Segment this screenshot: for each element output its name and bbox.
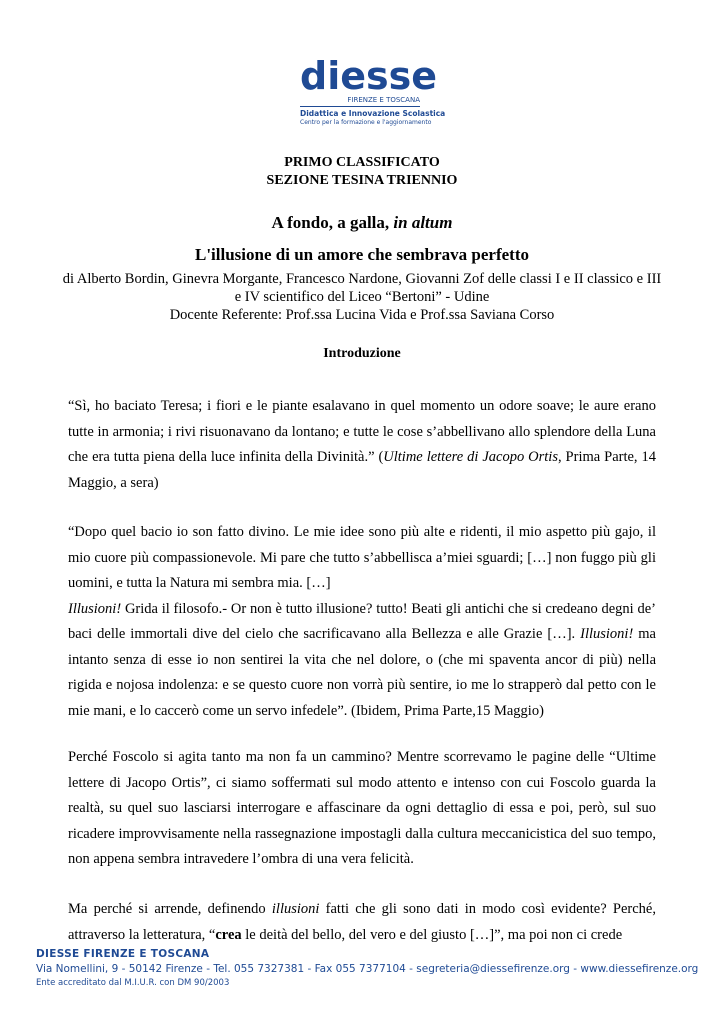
diesse-logo xyxy=(300,54,446,127)
question-text-1: Ma perché si arrende, definendo xyxy=(68,901,272,917)
question-text-2: fatti che gli sono dati in modo così evidente? Perché, attraverso la letteratura, “ xyxy=(68,901,656,943)
quote-2-illusioni-1: Illusioni! xyxy=(68,600,122,617)
quote-1-citation: Ultime lettere di Jacopo Ortis xyxy=(383,449,558,465)
page-footer xyxy=(36,947,699,989)
question-illusioni: illusioni xyxy=(271,901,320,917)
logo-divider xyxy=(300,106,420,107)
referent-line: Docente Referente: Prof.ssa Lucina Vida e Prof.ssa Saviana Corso xyxy=(169,307,555,323)
logo-region: FIRENZE E TOSCANA xyxy=(347,96,420,104)
quote-1-text: “Sì, ho baciato Teresa; i fiori e le piante esalavano in quel momento un odore soave; le aure erano tutte in armonia; i rivi risuonavano da lontano; e tutte le cose s’abbellivano allo splendore della Luna che era tutta piena della luce infinita della Divinità.” ( xyxy=(68,398,656,465)
paragraph-quote-1 xyxy=(68,394,656,496)
document-title xyxy=(0,212,724,234)
question-text-3: le deità del bello, del vero e del giusto […]”, ma poi non ci crede xyxy=(241,926,623,943)
paragraph-question xyxy=(68,897,656,948)
logo-wordmark: diesse xyxy=(300,54,438,98)
award-line-2: SEZIONE TESINA TRIENNIO xyxy=(266,173,458,188)
logo-tagline: Didattica e Innovazione Scolastica xyxy=(300,109,446,118)
quote-2-text-1: “Dopo quel bacio io son fatto divino. Le mie idee sono più alte e ridenti, il mio aspetto più gajo, il mio cuore più compassionevole. Mi pare che tutto s’abbellisca a’miei sguardi; […] non fuggo più gli uomini, e tutta la Natura mi sembra mia. […] xyxy=(68,524,656,591)
title-italic: in altum xyxy=(393,213,453,232)
quote-2-text-3: ma intanto senza di esse io non sentirei la vita che nel dolore, o (che mi spaventa ancor di più) nella rigida e nojosa indolenza: e se questo cuore non vorrà più sentire, io me lo strapperò dal petto con le mie mani, e lo caccerò come un servo infedele”. (Ibidem, Prima Parte,15 Maggio) xyxy=(68,626,656,719)
section-heading-introduzione: Introduzione xyxy=(323,346,401,361)
footer-address: Via Nomellini, 9 - 50142 Firenze - Tel. 055 7327381 - Fax 055 7377104 - segreteria@diessefirenze.org - www.diessefirenze.org xyxy=(36,963,699,975)
paragraph-quote-2 xyxy=(68,520,656,724)
question-crea: crea xyxy=(215,926,242,943)
quote-1-tail: , Prima Parte, 14 Maggio, a sera) xyxy=(68,449,656,491)
award-line-1: PRIMO CLASSIFICATO xyxy=(284,155,440,170)
quote-2-illusioni-2: Illusioni! xyxy=(580,626,634,642)
footer-accreditation: Ente accreditato dal M.I.U.R. con DM 90/2003 xyxy=(36,978,230,988)
award-heading xyxy=(0,154,724,190)
authors-block xyxy=(60,270,664,324)
paragraph-analysis: Perché Foscolo si agita tanto ma non fa un cammino? Mentre scorrevamo le pagine delle “Ultime lettere di Jacopo Ortis”, ci siamo soffermati sul modo attento e intenso con cui Foscolo guarda la realtà, su quel suo lasciarsi interrogare e affascinare da ogni dettaglio di essa e poi, però, sul suo ricadere improvvisamente nella rassegnazione impostagli dalla cultura meccanicistica del suo tempo, non appena sembra intravedere l’ombra di una vera felicità. xyxy=(68,749,656,867)
quote-2-text-2: Grida il filosofo.- Or non è tutto illusione? tutto! Beati gli antichi che si credeano degni de’ baci delle immortali dive del cielo che sacrificavano alla Bellezza e alle Grazie […]. xyxy=(68,600,656,642)
title-main: A fondo, a galla, xyxy=(271,213,394,232)
footer-organization: DIESSE FIRENZE E TOSCANA xyxy=(36,948,210,960)
authors-line: di Alberto Bordin, Ginevra Morgante, Francesco Nardone, Giovanni Zof delle classi I e II classico e III e IV scientifico del Liceo “Bertoni” - Udine xyxy=(62,271,662,305)
document-subtitle: L'illusione di un amore che sembrava perfetto xyxy=(195,245,529,264)
logo-subtagline: Centro per la formazione e l'aggiornamento xyxy=(300,119,432,126)
